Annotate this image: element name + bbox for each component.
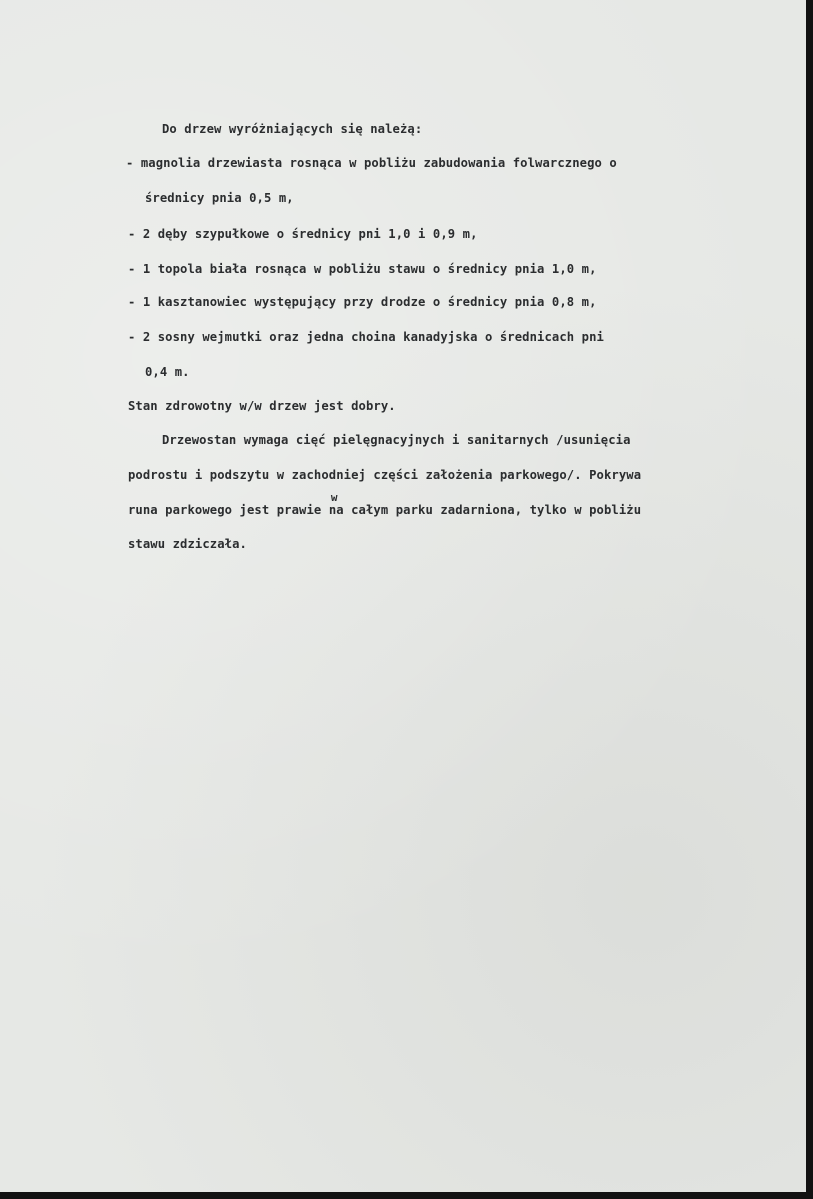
scan-edge-right (806, 0, 813, 1199)
correction-above: w (330, 491, 338, 504)
text-line-health: Stan zdrowotny w/w drzew jest dobry. (128, 399, 396, 413)
text-line-chestnut: - 1 kasztanowiec występujący przy drodze o średnicy pnia 0,8 m, (128, 295, 597, 309)
text-line-magnolia: - magnolia drzewiasta rosnąca w pobliżu zabudowania folwarcznego o (126, 156, 617, 170)
overtyped-correction (328, 491, 344, 518)
text-line-pond: stawu zdziczała. (128, 537, 247, 551)
text-line-magnolia-cont: średnicy pnia 0,5 m, (145, 191, 294, 205)
text-line-pines-cont: 0,4 m. (145, 365, 190, 379)
text-segment-after: całym parku zadarniona, tylko w pobliżu (343, 503, 642, 517)
text-line-stand-cont: podrostu i podszytu w zachodniej części założenia parkowego/. Pokrywa (128, 468, 642, 482)
text-line-oaks: - 2 dęby szypułkowe o średnicy pni 1,0 i 0,9 m, (128, 227, 478, 241)
text-line-stand: Drzewostan wymaga cięć pielęgnacyjnych i sanitarnych /usunięcia (162, 433, 631, 447)
scan-edge-bottom (0, 1192, 813, 1199)
text-line-pines: - 2 sosny wejmutki oraz jedna choina kanadyjska o średnicach pni (128, 330, 604, 344)
struck-text: na (328, 503, 344, 517)
text-line-ground-cover (128, 491, 642, 518)
text-line-intro: Do drzew wyróżniających się należą: (162, 122, 423, 136)
text-segment-before: runa parkowego jest prawie (128, 503, 329, 517)
text-line-poplar: - 1 topola biała rosnąca w pobliżu stawu o średnicy pnia 1,0 m, (128, 262, 597, 276)
